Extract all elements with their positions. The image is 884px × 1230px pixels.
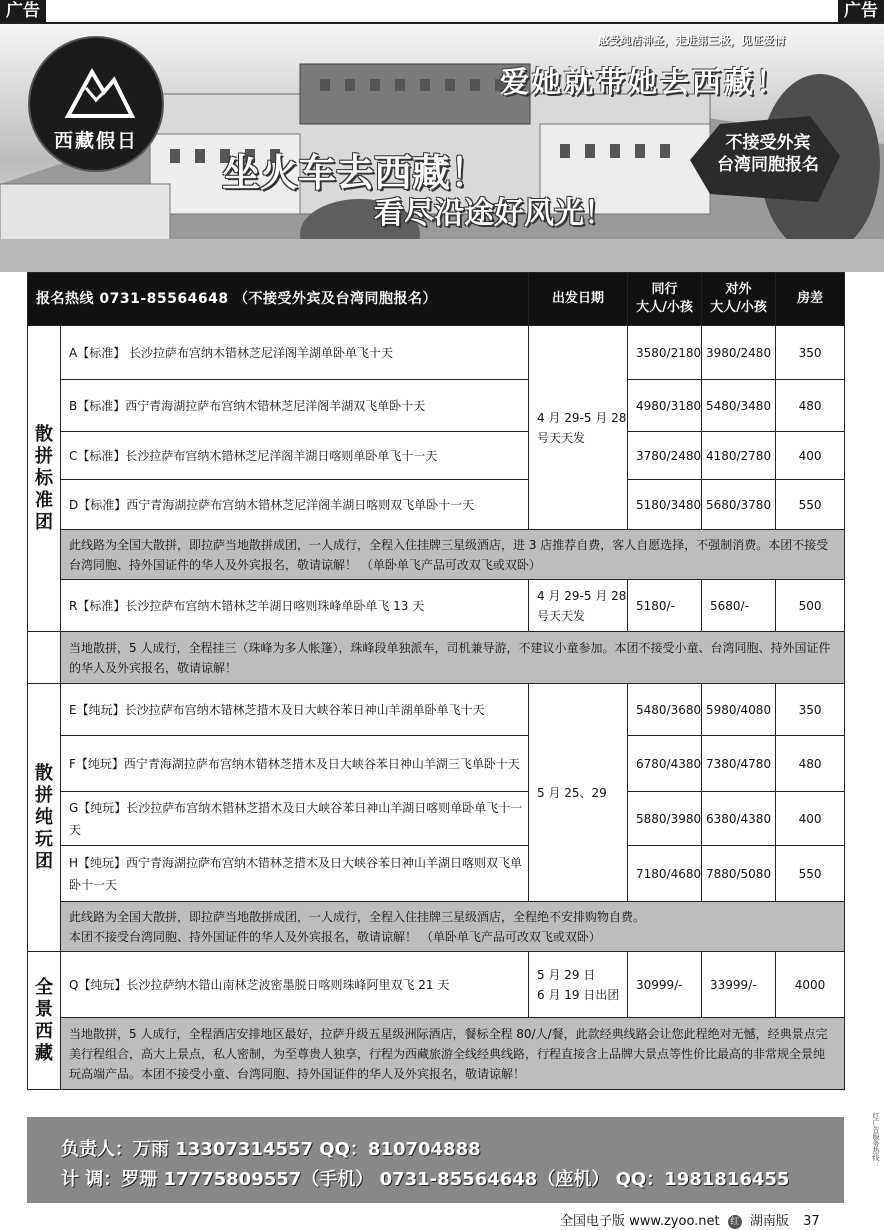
room-diff: 480 <box>776 380 845 432</box>
spacer-cell <box>28 632 61 684</box>
table-row <box>28 580 845 632</box>
room-diff: 500 <box>776 580 845 632</box>
public-price: 5980/4080 <box>702 684 776 736</box>
date-group2: 5 月 25、29 <box>529 684 628 902</box>
group2-note <box>61 902 845 952</box>
public-price: 33999/- <box>702 952 776 1018</box>
public-header-line2: 大人/小孩 <box>710 300 767 315</box>
table-row <box>28 902 845 952</box>
route-c: C【标准】长沙拉萨布宫纳木错林芝尼洋阁羊湖日喀则单卧单飞十一天 <box>61 432 529 480</box>
group2-note-line1: 此线路为全国大散拼，即拉萨当地散拼成团，一人成行，全程入住挂牌三星级酒店，全程绝不安排购物自费。 <box>69 909 646 924</box>
route-d: D【标准】西宁青海湖拉萨布宫纳木错林芝尼洋阁羊湖日喀则双飞单卧十一天 <box>61 480 529 530</box>
table-row <box>28 380 845 432</box>
public-price: 3980/2480 <box>702 326 776 380</box>
peer-price-header <box>628 273 702 326</box>
public-price-header <box>702 273 776 326</box>
room-diff: 400 <box>776 432 845 480</box>
peer-price: 3780/2480 <box>628 432 702 480</box>
peer-price: 5180/- <box>628 580 702 632</box>
table-row <box>28 530 845 580</box>
peer-price: 30999/- <box>628 952 702 1018</box>
peer-price: 4980/3180 <box>628 380 702 432</box>
hero-banner <box>0 24 884 272</box>
peer-header-line2: 大人/小孩 <box>636 300 693 315</box>
room-diff: 4000 <box>776 952 845 1018</box>
badge-line1: 不接受外宾 <box>725 133 811 153</box>
red-logo-icon: 红 <box>728 1215 742 1229</box>
date-group1: 4 月 29-5 月 28 号天天发 <box>529 326 628 530</box>
public-price: 6380/4380 <box>702 792 776 846</box>
table-row <box>28 952 845 1018</box>
contact-footer <box>27 1117 844 1203</box>
date-q-line1: 5 月 29 日 <box>537 967 596 982</box>
group3-note: 当地散拼，5 人成行，全程酒店安排地区最好，拉萨升级五星级洲际酒店，餐标全程 80/人/餐，此款经典线路会让您此程绝对无憾，经典景点完美行程组合，高大上景点，私人密制，为至尊贵人独享，行程为西藏旅游全线经典线路，行程直接含上品牌大景点等性价比最高的非常规全景纯玩高端产品。本团不接受小童、台湾同胞、持外国证件的华人及外宾报名，敬请谅解！ <box>61 1018 845 1090</box>
logo-text: 西藏假日 <box>53 130 138 152</box>
peer-header-line1: 同行 <box>651 282 678 297</box>
route-q: Q【纯玩】长沙拉萨纳木错山南林芝波密墨脱日喀则珠峰阿里双飞 21 天 <box>61 952 529 1018</box>
table-row <box>28 326 845 380</box>
public-price: 5480/3480 <box>702 380 776 432</box>
room-diff: 550 <box>776 480 845 530</box>
date-route-q <box>529 952 628 1018</box>
tour-price-table <box>27 272 845 1090</box>
table-row <box>28 736 845 792</box>
slogan-small: 感受纯洁神圣，走进第三极，见证爱情 <box>598 34 785 47</box>
public-price: 7880/5080 <box>702 846 776 902</box>
peer-price: 7180/4680 <box>628 846 702 902</box>
edition: 湖南版 <box>749 1214 789 1229</box>
public-price: 5680/- <box>702 580 776 632</box>
peer-price: 5880/3980 <box>628 792 702 846</box>
public-price: 7380/4780 <box>702 736 776 792</box>
page-number: 37 <box>803 1214 820 1229</box>
group1-note: 此线路为全国大散拼，即拉萨当地散拼成团，一人成行，全程入住挂牌三星级酒店，进 3 店推荐自费，客人自愿选择，不强制消费。本团不接受台湾同胞、持外国证件的华人及外宾报名，敬请谅解！ （单卧单飞产品可改双飞或双卧） <box>61 530 845 580</box>
route-e: E【纯玩】长沙拉萨布宫纳木错林芝措木及日大峡谷苯日神山羊湖单卧单飞十天 <box>61 684 529 736</box>
table-row <box>28 1018 845 1090</box>
side-note: 红广告服务热线： <box>872 1112 880 1168</box>
table-row <box>28 792 845 846</box>
site-url: 全国电子版 www.zyoo.net <box>560 1214 720 1229</box>
peer-price: 5480/3680 <box>628 684 702 736</box>
route-f: F【纯玩】西宁青海湖拉萨布宫纳木错林芝措木及日大峡谷苯日神山羊湖三飞单卧十天 <box>61 736 529 792</box>
peer-price: 5180/3480 <box>628 480 702 530</box>
route-h: H【纯玩】西宁青海湖拉萨布宫纳木错林芝措木及日大峡谷苯日神山羊湖日喀则双飞单卧十一天 <box>61 846 529 902</box>
route-b: B【标准】西宁青海湖拉萨布宫纳木错林芝尼洋阁羊湖双飞单卧十天 <box>61 380 529 432</box>
date-header: 出发日期 <box>529 273 628 326</box>
peer-price: 6780/4380 <box>628 736 702 792</box>
page-footer <box>560 1210 820 1229</box>
logo <box>28 36 164 172</box>
slogan-big: 爱她就带她去西藏！ <box>500 65 789 99</box>
banner-title: 坐火车去西藏！ <box>222 151 489 195</box>
contact-line-2: 计 调：罗珊 17775809557（手机） 0731-85564648（座机） QQ：1981816455 <box>61 1169 790 1190</box>
room-diff: 550 <box>776 846 845 902</box>
category-pure: 散拼纯玩团 <box>28 684 61 952</box>
table-row <box>28 432 845 480</box>
room-diff-header: 房差 <box>776 273 845 326</box>
room-diff: 350 <box>776 684 845 736</box>
contact-line-1: 负责人：万雨 13307314557 QQ：810704888 <box>61 1139 481 1160</box>
banner-subtitle: 看尽沿途好风光！ <box>374 196 614 231</box>
category-panorama: 全景西藏 <box>28 952 61 1090</box>
peer-price: 3580/2180 <box>628 326 702 380</box>
room-diff: 350 <box>776 326 845 380</box>
group2-note-line2: 本团不接受台湾同胞、持外国证件的华人及外宾报名，敬请谅解！ （单卧单飞产品可改双飞或双卧） <box>69 929 601 944</box>
table-header-row <box>28 273 845 326</box>
table-row <box>28 846 845 902</box>
route-r: R【标准】长沙拉萨布宫纳木错林芝羊湖日喀则珠峰单卧单飞 13 天 <box>61 580 529 632</box>
ad-tag-right: 广告 <box>838 0 884 22</box>
route-g: G【纯玩】长沙拉萨布宫纳木错林芝措木及日大峡谷苯日神山羊湖日喀则单卧单飞十一天 <box>61 792 529 846</box>
table-row <box>28 684 845 736</box>
public-price: 5680/3780 <box>702 480 776 530</box>
ad-tag-left: 广告 <box>0 0 46 22</box>
route-a: A【标准】 长沙拉萨布宫纳木错林芝尼洋阁羊湖单卧单飞十天 <box>61 326 529 380</box>
notice-badge <box>700 132 836 176</box>
date-route-r: 4 月 29-5 月 28 号天天发 <box>529 580 628 632</box>
public-header-line1: 对外 <box>725 282 752 297</box>
category-standard: 散拼标准团 <box>28 326 61 632</box>
badge-line2: 台湾同胞报名 <box>717 155 819 175</box>
route-r-note: 当地散拼，5 人成行，全程挂三（珠峰为多人帐篷），珠峰段单独派车，司机兼导游，不建议小童参加。本团不接受小童、台湾同胞、持外国证件的华人及外宾报名，敬请谅解！ <box>61 632 845 684</box>
public-price: 4180/2780 <box>702 432 776 480</box>
date-q-line2: 6 月 19 日出团 <box>537 987 620 1002</box>
table-row <box>28 632 845 684</box>
room-diff: 480 <box>776 736 845 792</box>
table-row <box>28 480 845 530</box>
hotline-header: 报名热线 0731-85564648 （不接受外宾及台湾同胞报名） <box>28 273 529 326</box>
room-diff: 400 <box>776 792 845 846</box>
